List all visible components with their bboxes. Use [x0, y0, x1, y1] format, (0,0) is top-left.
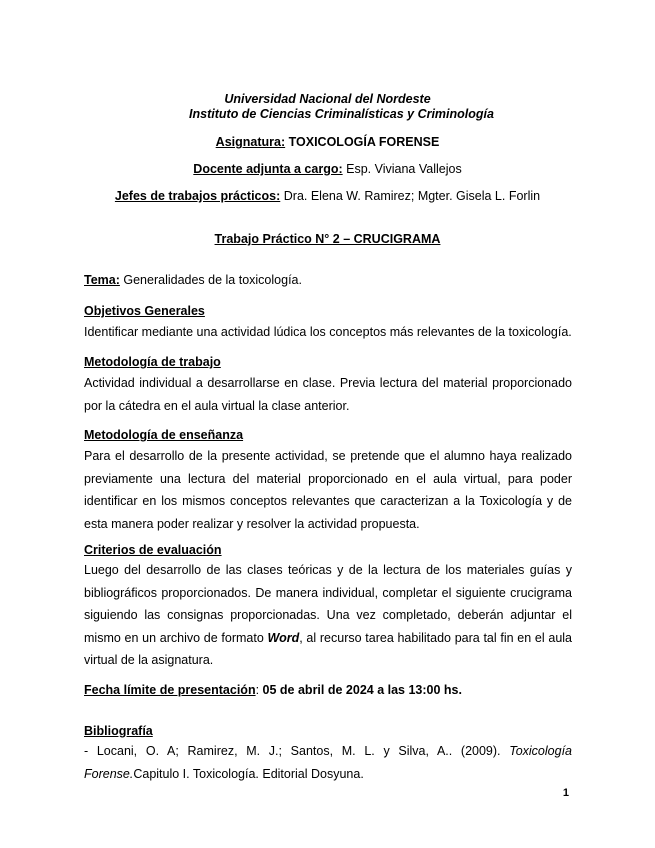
- objetivos-heading: Objetivos Generales: [84, 304, 205, 318]
- subject-label: Asignatura:: [215, 135, 286, 149]
- fecha-separator: :: [255, 683, 263, 697]
- bibliografia-entry: [84, 740, 572, 785]
- objetivos-text: Identificar mediante una actividad lúdica los conceptos más relevantes de la toxicología.: [84, 325, 572, 339]
- practical-title: Trabajo Práctico N° 2 – CRUCIGRAMA: [214, 232, 441, 246]
- bibliografia-book-title: Toxicología Forense.: [84, 744, 572, 781]
- tema-line: [84, 273, 572, 287]
- fecha-label: Fecha límite de presentación: [84, 683, 256, 697]
- heads-value: Dra. Elena W. Ramirez; Mgter. Gisela L. Forlin: [283, 189, 541, 203]
- page-number: 1: [562, 787, 569, 799]
- heads-line: [0, 189, 655, 203]
- fecha-value: 05 de abril de 2024 a las 13:00 hs.: [262, 683, 462, 697]
- teacher-line: [0, 162, 655, 176]
- bibliografia-heading: Bibliografía: [84, 724, 153, 738]
- teacher-value: Esp. Viviana Vallejos: [346, 162, 462, 176]
- criterios-heading: Criterios de evaluación: [84, 543, 222, 557]
- heads-label: Jefes de trabajos prácticos:: [114, 189, 281, 203]
- criterios-word: Word: [267, 630, 300, 645]
- tema-label: Tema:: [84, 273, 120, 287]
- metodologia-trabajo-text: Actividad individual a desarrollarse en clase. Previa lectura del material proporcionado por la cátedra en el aula virtual la clase anterior.: [84, 376, 572, 413]
- institute-name: Instituto de Ciencias Criminalísticas y Criminología: [189, 107, 494, 121]
- criterios-text-before: Luego del desarrollo de las clases teóricas y de la lectura de los materiales guías y bibliográficos proporcionados. De manera individual, completar el siguiente crucigrama siguiendo las consignas proporcionadas. Una vez completado, deberán adjuntar el mismo en un archivo de formato: [84, 563, 572, 645]
- criterios-text-after: , al recurso tarea habilitado para tal fin en el aula virtual de la asignatura.: [84, 630, 573, 667]
- fecha-line: [84, 683, 572, 697]
- subject-line: [0, 135, 655, 149]
- bibliografia-rest: Capitulo I. Toxicología. Editorial Dosyuna.: [133, 766, 364, 781]
- metodologia-trabajo-heading: Metodología de trabajo: [84, 355, 221, 369]
- criterios-text: [84, 559, 572, 672]
- bibliografia-authors: - Locani, O. A; Ramirez, M. J.; Santos, M. L. y Silva, A.. (2009).: [84, 744, 510, 758]
- metodologia-ensenanza-text: Para el desarrollo de la presente actividad, se pretende que el alumno haya realizado previamente una lectura del material proporcionado en el aula virtual, para poder identificar en los mismos conceptos relevantes que caracterizan a la Toxicología y de esta manera poder realizar y resolver la actividad propuesta.: [84, 449, 572, 531]
- tema-value: Generalidades de la toxicología.: [123, 273, 302, 287]
- metodologia-ensenanza-heading: Metodología de enseñanza: [84, 428, 244, 442]
- teacher-label: Docente adjunta a cargo:: [193, 162, 343, 176]
- subject-value: TOXICOLOGÍA FORENSE: [288, 135, 440, 149]
- university-name: Universidad Nacional del Nordeste: [224, 92, 431, 106]
